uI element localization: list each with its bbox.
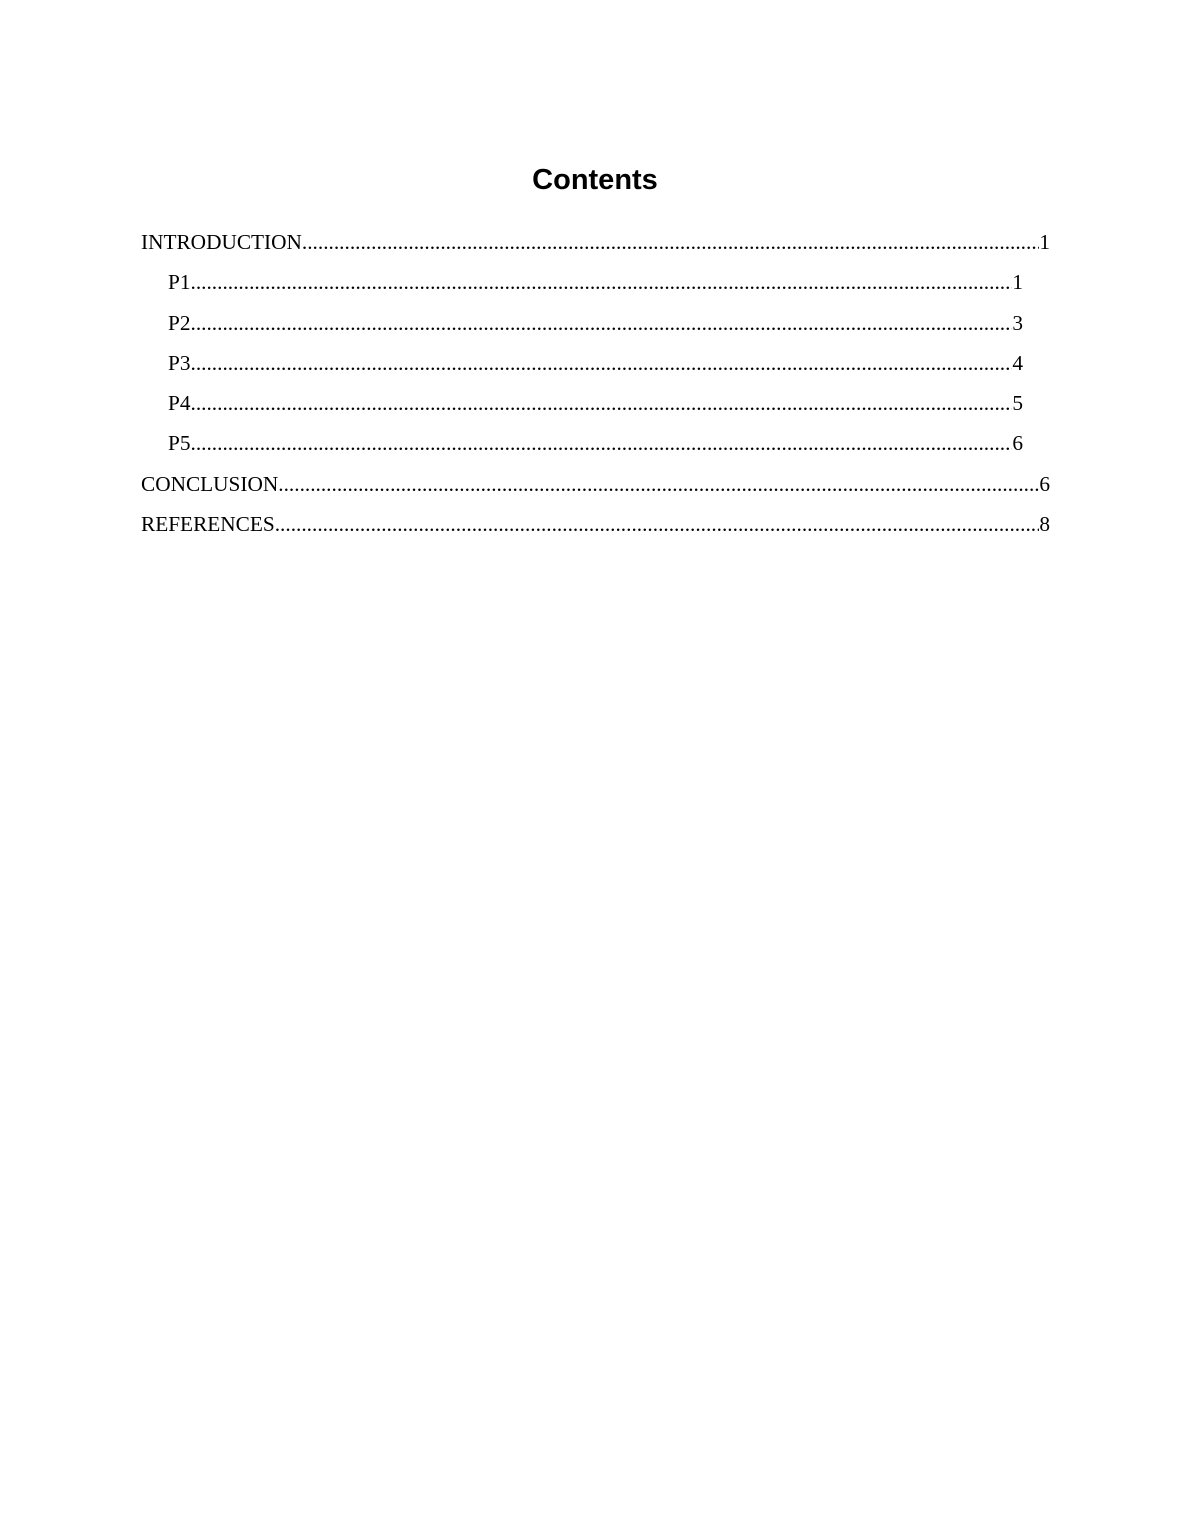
toc-entry-page-number: 4 [1012, 351, 1023, 375]
dot-leader [191, 310, 1013, 336]
toc-entry-page-number: 1 [1039, 230, 1050, 254]
dot-leader [191, 430, 1013, 456]
toc-entry-label: CONCLUSION [141, 472, 279, 496]
dot-leader [278, 471, 1039, 497]
toc-entry-p2[interactable] [168, 310, 1023, 336]
toc-entry-page-number: 8 [1039, 512, 1050, 536]
toc-entry-p3[interactable] [168, 350, 1023, 376]
toc-entry-label: P4 [168, 391, 191, 415]
page-title: Contents [532, 164, 658, 196]
toc-entry-label: P5 [168, 431, 191, 455]
toc-entry-page-number: 5 [1012, 391, 1023, 415]
dot-leader [191, 350, 1013, 376]
toc-entry-p1[interactable] [168, 269, 1023, 295]
toc-entry-p4[interactable] [168, 390, 1023, 416]
toc-entry-label: P3 [168, 351, 191, 375]
toc-entry-label: P1 [168, 270, 191, 294]
toc-entry-references[interactable] [141, 511, 1050, 537]
toc-entry-page-number: 3 [1012, 311, 1023, 335]
toc-entry-page-number: 6 [1012, 431, 1023, 455]
toc-entry-page-number: 1 [1012, 270, 1023, 294]
dot-leader [191, 269, 1013, 295]
toc-entry-label: INTRODUCTION [141, 230, 302, 254]
toc-entry-page-number: 6 [1039, 472, 1050, 496]
toc-entry-conclusion[interactable] [141, 471, 1050, 497]
dot-leader [302, 229, 1039, 255]
dot-leader [191, 390, 1013, 416]
toc-entry-p5[interactable] [168, 430, 1023, 456]
toc-entry-label: REFERENCES [141, 512, 275, 536]
dot-leader [275, 511, 1040, 537]
toc-entry-label: P2 [168, 311, 191, 335]
toc-entry-introduction[interactable] [141, 229, 1050, 255]
